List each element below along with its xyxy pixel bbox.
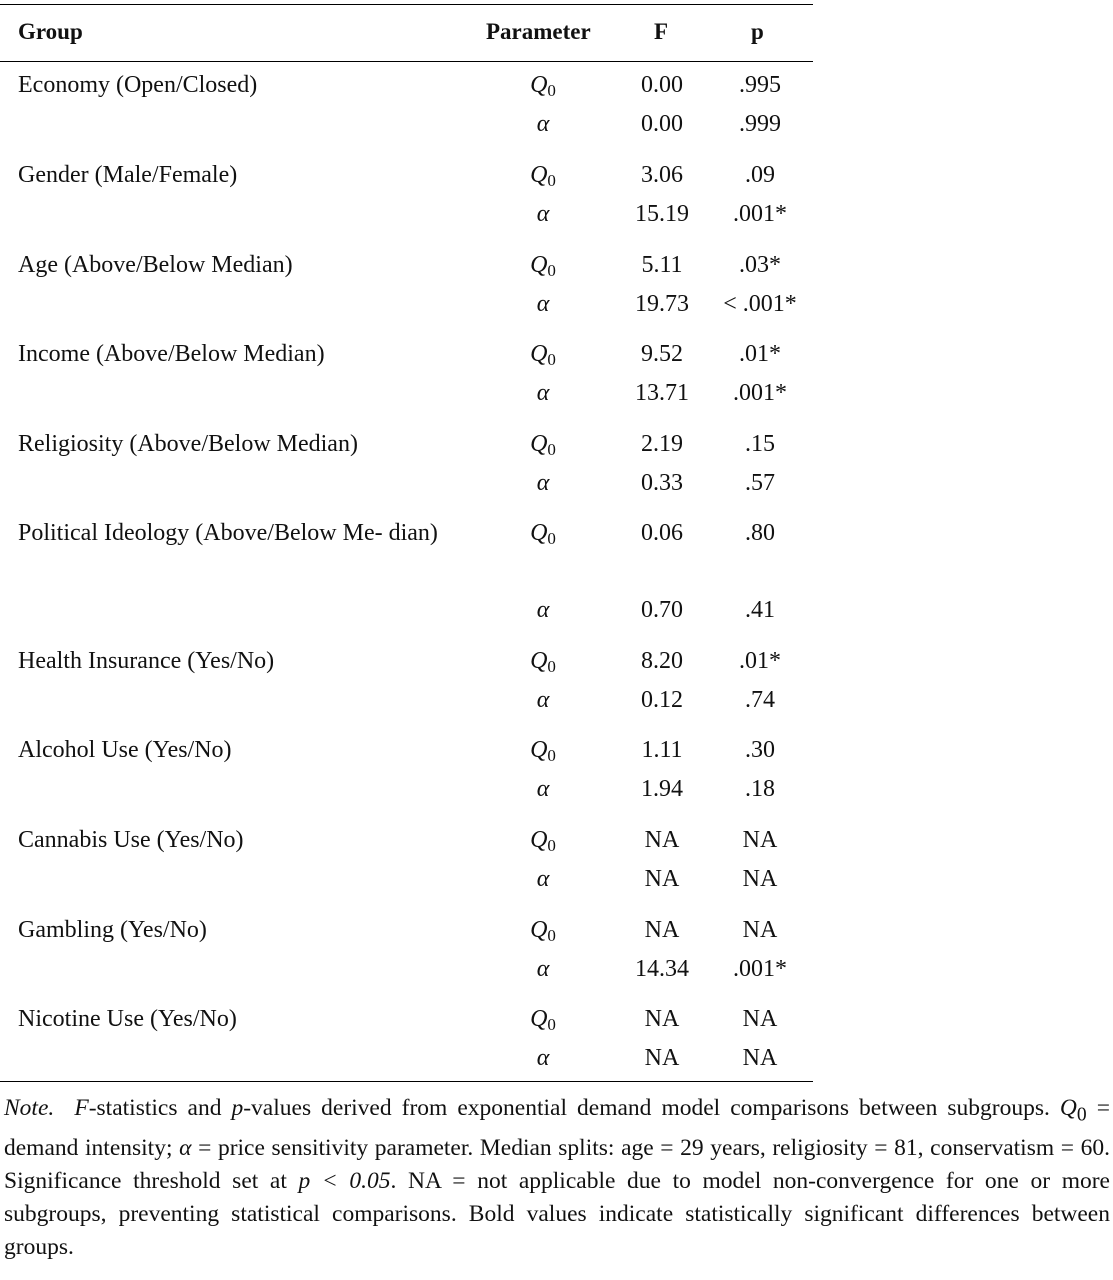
note-label: Note. — [4, 1095, 55, 1121]
f-value-q0: 0.06 — [641, 520, 683, 546]
f-value-alpha: 0.12 — [641, 687, 683, 713]
header-f: F — [654, 19, 669, 44]
q0-base: Q — [530, 648, 548, 674]
p-value-q0: .01* — [739, 648, 781, 674]
f-value-q0: 9.52 — [641, 341, 683, 367]
header-group: Group — [18, 19, 83, 44]
f-value-alpha: 0.70 — [641, 597, 683, 623]
header-parameter: Parameter — [486, 19, 591, 44]
q0-subscript: 0 — [547, 350, 556, 369]
parameter-q0 — [510, 646, 576, 682]
group-label: Political Ideology (Above/Below Me- dian) — [18, 520, 438, 546]
f-value-alpha: NA — [644, 866, 680, 892]
f-value-alpha: NA — [644, 1045, 680, 1071]
q0-base: Q — [530, 520, 548, 546]
p-value-alpha: .57 — [745, 470, 775, 496]
table-note — [4, 1092, 1110, 1264]
q0-base: Q — [530, 917, 548, 943]
table-header-rule — [0, 61, 813, 62]
f-value-alpha: 1.94 — [641, 776, 683, 802]
group-label: Age (Above/Below Median) — [18, 252, 293, 278]
parameter-alpha: α — [536, 956, 550, 982]
q0-base: Q — [530, 72, 548, 98]
f-value-alpha: 0.33 — [641, 470, 683, 496]
parameter-q0 — [510, 250, 576, 286]
p-value-q0: .30 — [745, 737, 775, 763]
q0-base: Q — [530, 737, 548, 763]
q0-base: Q — [530, 341, 548, 367]
note-part1: -statistics and — [88, 1095, 232, 1121]
p-value-alpha: .18 — [745, 776, 775, 802]
parameter-alpha: α — [536, 470, 550, 496]
f-value-q0: NA — [644, 1006, 680, 1032]
q0-subscript: 0 — [547, 836, 556, 855]
results-table — [0, 4, 813, 62]
note-part5: . NA = not applicable due to model non-convergence for one or more subgroups, preventing statistical comparisons. Bold values indicate statistically significant differences between groups. — [4, 1167, 1110, 1260]
parameter-q0 — [510, 429, 576, 465]
table-header — [0, 5, 813, 49]
q0-base: Q — [530, 162, 548, 188]
parameter-alpha: α — [536, 687, 550, 713]
parameter-alpha: α — [536, 291, 550, 317]
parameter-q0 — [510, 735, 576, 771]
group-label: Economy (Open/Closed) — [18, 72, 258, 98]
p-value-q0: .09 — [745, 162, 775, 188]
q0-base: Q — [530, 431, 548, 457]
parameter-q0 — [510, 1004, 576, 1040]
table-bottom-rule — [0, 1081, 813, 1082]
f-value-alpha: 15.19 — [635, 201, 689, 227]
note-q-sub: 0 — [1076, 1104, 1087, 1126]
note-q-symbol: Q — [1059, 1095, 1077, 1121]
parameter-q0 — [510, 915, 576, 951]
f-value-q0: 2.19 — [641, 431, 683, 457]
parameter-alpha: α — [536, 380, 550, 406]
p-value-alpha: .001* — [733, 956, 787, 982]
p-value-alpha: .999 — [739, 111, 781, 137]
parameter-q0 — [510, 339, 576, 375]
f-value-alpha: 14.34 — [635, 956, 689, 982]
p-value-q0: .15 — [745, 431, 775, 457]
p-value-alpha: .74 — [745, 687, 775, 713]
f-value-q0: 8.20 — [641, 648, 683, 674]
note-part2: -values derived from exponential demand model comparisons between subgroups. — [243, 1095, 1060, 1121]
parameter-alpha: α — [536, 111, 550, 137]
group-label: Alcohol Use (Yes/No) — [18, 737, 232, 763]
p-value-q0: .995 — [739, 72, 781, 98]
group-label: Religiosity (Above/Below Median) — [18, 431, 358, 457]
parameter-alpha: α — [536, 597, 550, 623]
p-value-alpha: .41 — [745, 597, 775, 623]
f-value-q0: 5.11 — [641, 252, 683, 278]
group-label: Health Insurance (Yes/No) — [18, 648, 275, 674]
parameter-q0 — [510, 160, 576, 196]
header-p: p — [751, 19, 764, 44]
f-value-q0: 0.00 — [641, 72, 683, 98]
parameter-q0 — [510, 518, 576, 554]
note-threshold: p < 0.05 — [298, 1167, 391, 1194]
f-value-alpha: 0.00 — [641, 111, 683, 137]
group-label: Cannabis Use (Yes/No) — [18, 827, 244, 853]
q0-base: Q — [530, 827, 548, 853]
q0-base: Q — [530, 1006, 548, 1032]
p-value-alpha: .001* — [733, 380, 787, 406]
p-value-q0: .03* — [739, 252, 781, 278]
parameter-alpha: α — [536, 201, 550, 227]
p-value-alpha: < .001* — [723, 291, 797, 317]
parameter-alpha: α — [536, 866, 550, 892]
p-value-q0: .80 — [745, 520, 775, 546]
q0-subscript: 0 — [547, 171, 556, 190]
p-value-alpha: .001* — [733, 201, 787, 227]
q0-subscript: 0 — [547, 657, 556, 676]
f-value-q0: NA — [644, 827, 680, 853]
group-label: Nicotine Use (Yes/No) — [18, 1006, 237, 1032]
p-value-q0: NA — [742, 917, 778, 943]
q0-subscript: 0 — [547, 926, 556, 945]
group-label: Income (Above/Below Median) — [18, 341, 325, 367]
parameter-q0 — [510, 825, 576, 861]
q0-subscript: 0 — [547, 1015, 556, 1034]
note-alpha-symbol: α — [179, 1134, 192, 1161]
q0-base: Q — [530, 252, 548, 278]
f-value-q0: NA — [644, 917, 680, 943]
q0-subscript: 0 — [547, 529, 556, 548]
group-label: Gambling (Yes/No) — [18, 917, 207, 943]
note-part4: = price sensitivity parameter. Median splits: age = 29 years, religiosity = 81, conservatism = 60. Significance threshold set at — [4, 1134, 1110, 1194]
p-value-q0: NA — [742, 1006, 778, 1032]
f-value-alpha: 13.71 — [635, 380, 689, 406]
p-value-alpha: NA — [742, 866, 778, 892]
p-value-alpha: NA — [742, 1045, 778, 1071]
note-f-symbol: F — [74, 1095, 89, 1121]
q0-subscript: 0 — [547, 440, 556, 459]
parameter-q0 — [510, 70, 576, 106]
note-part3: = demand intensity; — [4, 1095, 1110, 1161]
f-value-q0: 3.06 — [641, 162, 683, 188]
q0-subscript: 0 — [547, 81, 556, 100]
note-p-symbol: p — [231, 1095, 244, 1121]
group-label: Gender (Male/Female) — [18, 162, 238, 188]
p-value-q0: NA — [742, 827, 778, 853]
parameter-alpha: α — [536, 776, 550, 802]
q0-subscript: 0 — [547, 746, 556, 765]
parameter-alpha: α — [536, 1045, 550, 1071]
q0-subscript: 0 — [547, 261, 556, 280]
f-value-alpha: 19.73 — [635, 291, 689, 317]
f-value-q0: 1.11 — [641, 737, 683, 763]
p-value-q0: .01* — [739, 341, 781, 367]
